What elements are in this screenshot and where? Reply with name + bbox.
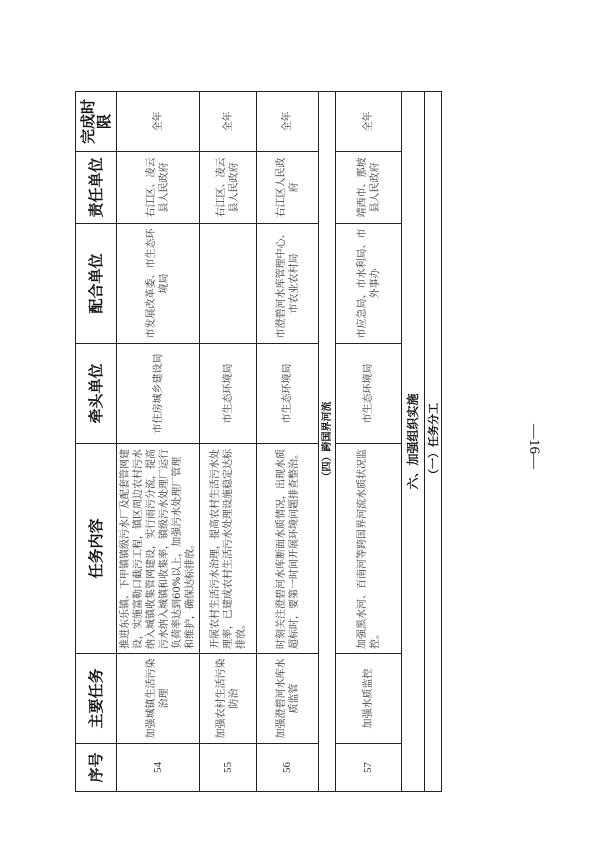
row-content: 开展农村生活污水治理，提高农村生活污水处理率，已建成农村生活污水处理设施稳定达标排放。 — [200, 444, 257, 654]
row-num: 57 — [336, 744, 402, 792]
row-task: 加强城镇生活污染治理 — [117, 654, 200, 744]
row-resp: 右江区、凌云县人民政府 — [117, 152, 200, 224]
table-row — [257, 92, 319, 792]
row-time: 全年 — [200, 92, 257, 152]
row-task: 加强农村生活污染防治 — [200, 654, 257, 744]
section-cross-border-rivers: （四）跨国界河流 — [319, 92, 336, 792]
header-seq: 序号 — [76, 744, 117, 792]
header-lead: 牵头单位 — [76, 344, 117, 444]
header-content: 任务内容 — [76, 444, 117, 654]
heading-organize-implement: 六、加强组织实施 — [402, 92, 425, 792]
row-time: 全年 — [336, 92, 402, 152]
table-header-row — [76, 92, 117, 792]
row-resp: 靖西市、那坡县人民政府 — [336, 152, 402, 224]
task-table — [75, 91, 442, 792]
row-coop: 市澄碧河水库管理中心、市农业农村局 — [257, 224, 319, 344]
row-resp: 右江区人民政府 — [257, 152, 319, 224]
row-coop: 市发展改革委、市生态环境局 — [117, 224, 200, 344]
row-num: 54 — [117, 744, 200, 792]
row-lead: 市生态环境局 — [200, 344, 257, 444]
row-lead: 市住房城乡建设局 — [117, 344, 200, 444]
header-resp: 责任单位 — [76, 152, 117, 224]
header-time: 完成时限 — [76, 92, 117, 152]
row-task: 加强澄碧河水库水质监管 — [257, 654, 319, 744]
row-lead: 市生态环境局 — [336, 344, 402, 444]
row-coop: 市应急局、市水利局、市外事办 — [336, 224, 402, 344]
row-task: 加强水质监控 — [336, 654, 402, 744]
row-num: 56 — [257, 744, 319, 792]
row-resp: 右江区、凌云县人民政府 — [200, 152, 257, 224]
row-content: 加强黑水河、百南河等跨国界河流水质状况监控。 — [336, 444, 402, 654]
row-num: 55 — [200, 744, 257, 792]
subheading-row — [425, 92, 442, 792]
section-row — [319, 92, 336, 792]
row-coop — [200, 224, 257, 344]
table-row — [336, 92, 402, 792]
table-row — [200, 92, 257, 792]
subheading-task-division: （一）任务分工 — [425, 92, 442, 792]
row-time: 全年 — [117, 92, 200, 152]
rotated-page — [75, 92, 480, 792]
heading-row — [402, 92, 425, 792]
header-task: 主要任务 — [76, 654, 117, 744]
row-lead: 市生态环境局 — [257, 344, 319, 444]
page-number: —16— — [526, 423, 542, 469]
header-coop: 配合单位 — [76, 224, 117, 344]
row-time: 全年 — [257, 92, 319, 152]
table-row — [117, 92, 200, 792]
row-content: 时刻关注澄碧河水库断面水质情况，出现水质超标时，要第一时间开展环境问题排查整治。 — [257, 444, 319, 654]
row-content: 推进东乐镇、下甲镇镇级污水厂及配套管网建设，实施富勒口截污工程，镇区周边农村污水纳入城镇收集管网建设，实行雨污分流，提高污水纳入城镇和收集率，镇级污水处理厂运行负荷率达到60%以上，加强污水处理厂管理和维护，确保达标排放。 — [117, 444, 200, 654]
